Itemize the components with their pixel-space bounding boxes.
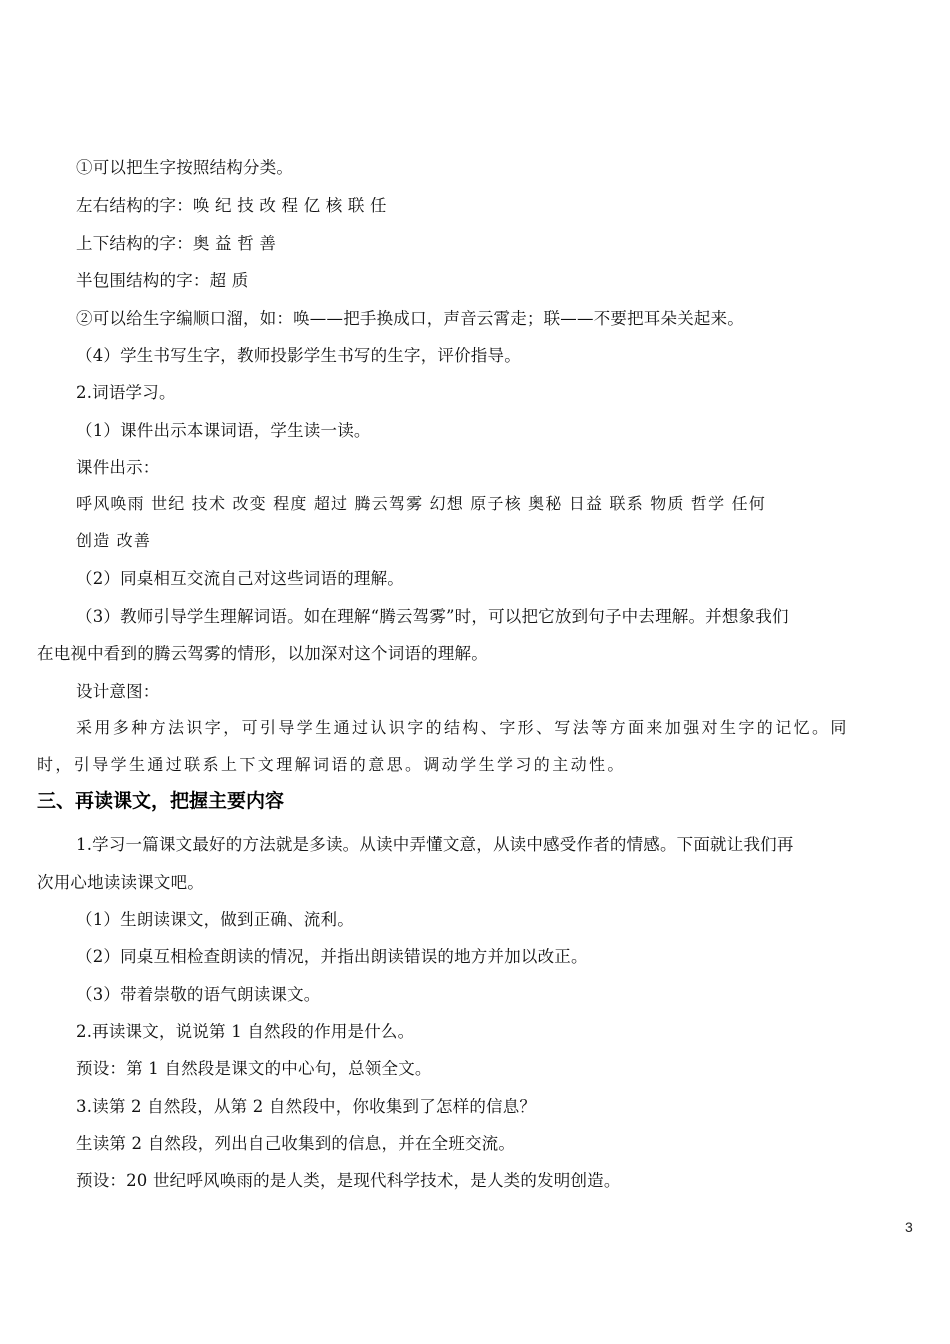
paragraph-line: （2）同桌互相检查朗读的情况，并指出朗读错误的地方并加以改正。 [76,947,588,966]
paragraph-line: ①可以把生字按照结构分类。 [76,158,294,177]
paragraph-line: （3）带着崇敬的语气朗读课文。 [76,985,321,1004]
paragraph-line: （2）同桌相互交流自己对这些词语的理解。 [76,569,404,588]
paragraph-line: （1）生朗读课文，做到正确、流利。 [76,910,354,929]
vocabulary-list: 呼风唤雨 世纪 技术 改变 程度 超过 腾云驾雾 幻想 原子核 奥秘 日益 联系 物质 哲学 任何 [76,494,767,513]
paragraph-line: 预设：第 1 自然段是课文的中心句，总领全文。 [76,1059,432,1078]
page-number: 3 [905,1219,913,1235]
paragraph-line: 在电视中看到的腾云驾雾的情形，以加深对这个词语的理解。 [37,644,488,663]
section-heading: 三、再读课文，把握主要内容 [37,790,285,812]
paragraph-line: （4）学生书写生字，教师投影学生书写的生字，评价指导。 [76,346,521,365]
vocabulary-list: 创造 改善 [76,531,152,550]
paragraph-line: 半包围结构的字：超 质 [76,271,249,290]
paragraph-line: 次用心地读读课文吧。 [37,873,204,892]
paragraph-line: 1.学习一篇课文最好的方法就是多读。从读中弄懂文意，从读中感受作者的情感。下面就让我们再 [76,835,794,854]
paragraph-line: 生读第 2 自然段，列出自己收集到的信息，并在全班交流。 [76,1134,516,1153]
paragraph-line: ②可以给生字编顺口溜，如：唤——把手换成口，声音云霄走；联——不要把耳朵关起来。 [76,309,744,328]
paragraph-line: 2.词语学习。 [76,383,176,402]
paragraph-line: 课件出示： [76,458,160,477]
paragraph-line: 上下结构的字：奥 益 哲 善 [76,234,277,253]
paragraph-line: 设计意图： [76,682,160,701]
paragraph-line: （1）课件出示本课词语，学生读一读。 [76,421,371,440]
paragraph-line: 3.读第 2 自然段，从第 2 自然段中，你收集到了怎样的信息？ [76,1097,537,1116]
design-intent-text: 采用多种方法识字，可引导学生通过认识字的结构、字形、写法等方面来加强对生字的记忆。同 [76,718,849,737]
paragraph-line: 2.再读课文，说说第 1 自然段的作用是什么。 [76,1022,415,1041]
paragraph-line: 预设：20 世纪呼风唤雨的是人类，是现代科学技术，是人类的发明创造。 [76,1171,621,1190]
paragraph-line: （3）教师引导学生理解词语。如在理解“腾云驾雾”时，可以把它放到句子中去理解。并想象我们 [76,607,789,626]
design-intent-text: 时，引导学生通过联系上下文理解词语的意思。调动学生学习的主动性。 [37,755,626,774]
paragraph-line: 左右结构的字：唤 纪 技 改 程 亿 核 联 任 [76,196,387,215]
